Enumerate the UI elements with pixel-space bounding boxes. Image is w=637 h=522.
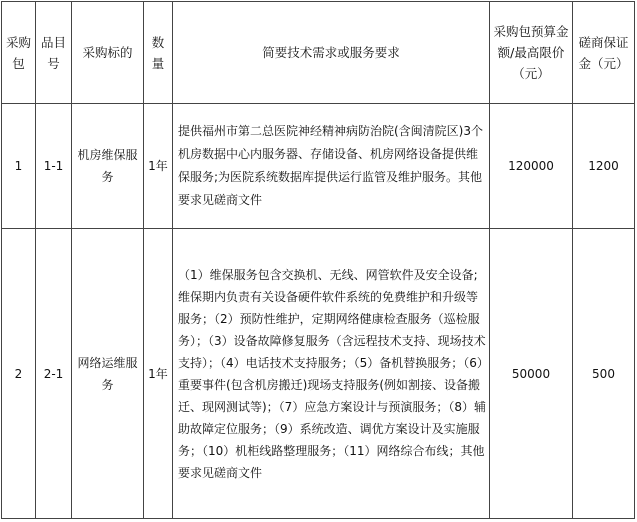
cell-name: 机房维保服务 [72,104,144,229]
table-row [2,104,635,229]
header-row [2,2,635,104]
cell-pkg: 2 [2,229,36,519]
cell-deposit: 500 [573,229,635,519]
header-deposit: 磋商保证金（元） [573,2,635,104]
header-item: 品目号 [36,2,72,104]
cell-qty: 1年 [144,104,173,229]
cell-req: 提供福州市第二总医院神经精神病防治院(含闽清院区)3个机房数据中心内服务器、存储设备、机房网络设备提供维保服务;为医院系统数据库提供运行监管及维护服务。其他要求见磋商文件 [173,104,490,229]
procurement-table [1,1,635,519]
cell-pkg: 1 [2,104,36,229]
header-pkg: 采购包 [2,2,36,104]
cell-deposit: 1200 [573,104,635,229]
header-req: 简要技术需求或服务要求 [173,2,490,104]
header-name: 采购标的 [72,2,144,104]
table-row [2,229,635,519]
cell-budget: 120000 [490,104,573,229]
cell-req: （1）维保服务包含交换机、无线、网管软件及安全设备;维保期内负责有关设备硬件软件系统的免费维护和升级等服务；（2）预防性维护，定期网络健康检查服务（巡检服务）；（3）设备故障修复服务（含远程技术支持、现场技术支持）；（4）电话技术支持服务；（5）备机替换服务；（6）重要事件(包含机房搬迁)现场支持服务(例如割接、设备搬迁、现网测试等)；（7）应急方案设计与预演服务；（8）辅助故障定位服务；（9）系统改造、调优方案设计及实施服务；（10）机柜线路整理服务；（11）网络综合布线；其他要求见磋商文件 [173,229,490,519]
cell-item: 2-1 [36,229,72,519]
cell-budget: 50000 [490,229,573,519]
header-budget: 采购包预算金额/最高限价（元） [490,2,573,104]
cell-item: 1-1 [36,104,72,229]
cell-name: 网络运维服务 [72,229,144,519]
header-qty: 数量 [144,2,173,104]
cell-qty: 1年 [144,229,173,519]
